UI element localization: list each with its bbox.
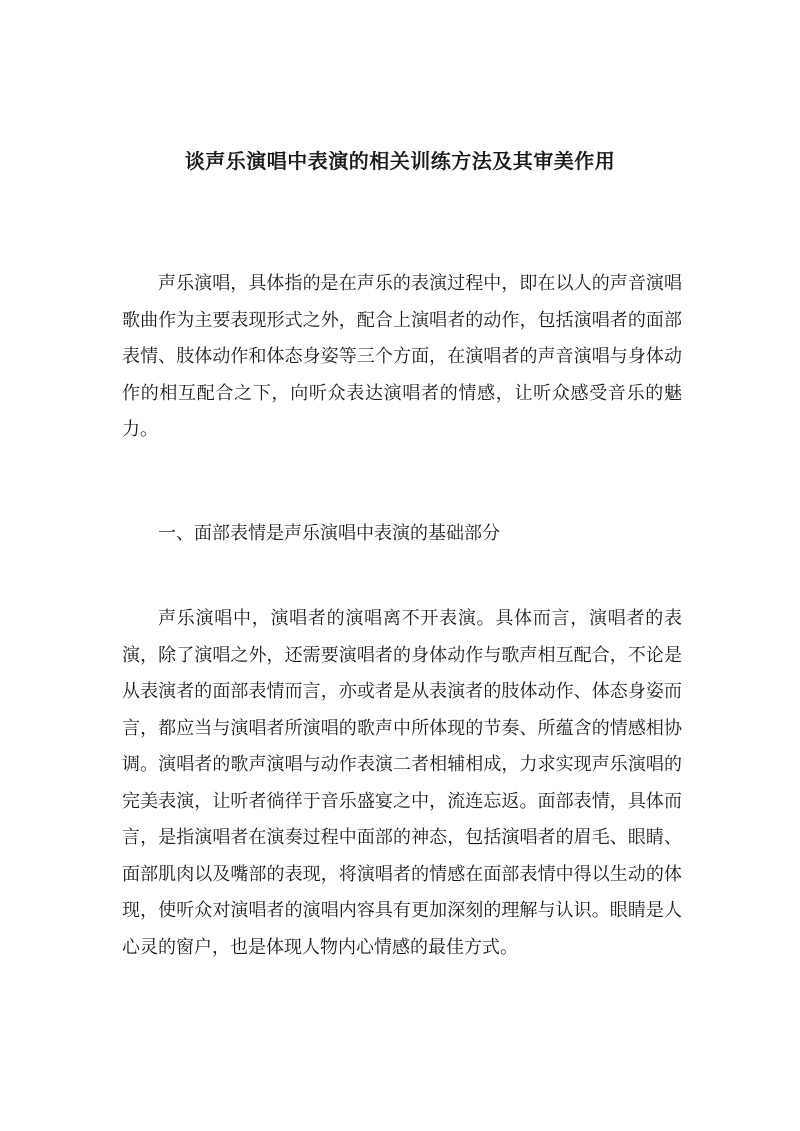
document-title: 谈声乐演唱中表演的相关训练方法及其审美作用 bbox=[184, 149, 616, 173]
section-heading: 一、面部表情是声乐演唱中表演的基础部分 bbox=[158, 523, 500, 544]
section-paragraph: 声乐演唱中，演唱者的演唱离不开表演。具体而言，演唱者的表演，除了演唱之外，还需要演唱者的身体动作与歌声相互配合，不论是从表演者的面部表情而言，亦或者是从表演者的肢体动作、体态身姿而言，都应当与演唱者所演唱的歌声中所体现的节奏、所蕴含的情感相协调。演唱者的歌声演唱与动作表演二者相辅相成，力求实现声乐演唱的完美表演，让听者徜徉于音乐盛宴之中，流连忘返。面部表情，具体而言，是指演唱者在演奏过程中面部的神态，包括演唱者的眉毛、眼睛、面部肌肉以及嘴部的表现，将演唱者的情感在面部表情中得以生动的体现，使听众对演唱者的演唱内容具有更加深刻的理解与认识。眼睛是人心灵的窗户，也是体现人物内心情感的最佳方式。 bbox=[122, 608, 682, 958]
intro-paragraph: 声乐演唱，具体指的是在声乐的表演过程中，即在以人的声音演唱歌曲作为主要表现形式之外，配合上演唱者的动作，包括演唱者的面部表情、肢体动作和体态身姿等三个方面，在演唱者的声音演唱与身体动作的相互配合之下，向听众表达演唱者的情感，让听众感受音乐的魅力。 bbox=[122, 273, 682, 440]
